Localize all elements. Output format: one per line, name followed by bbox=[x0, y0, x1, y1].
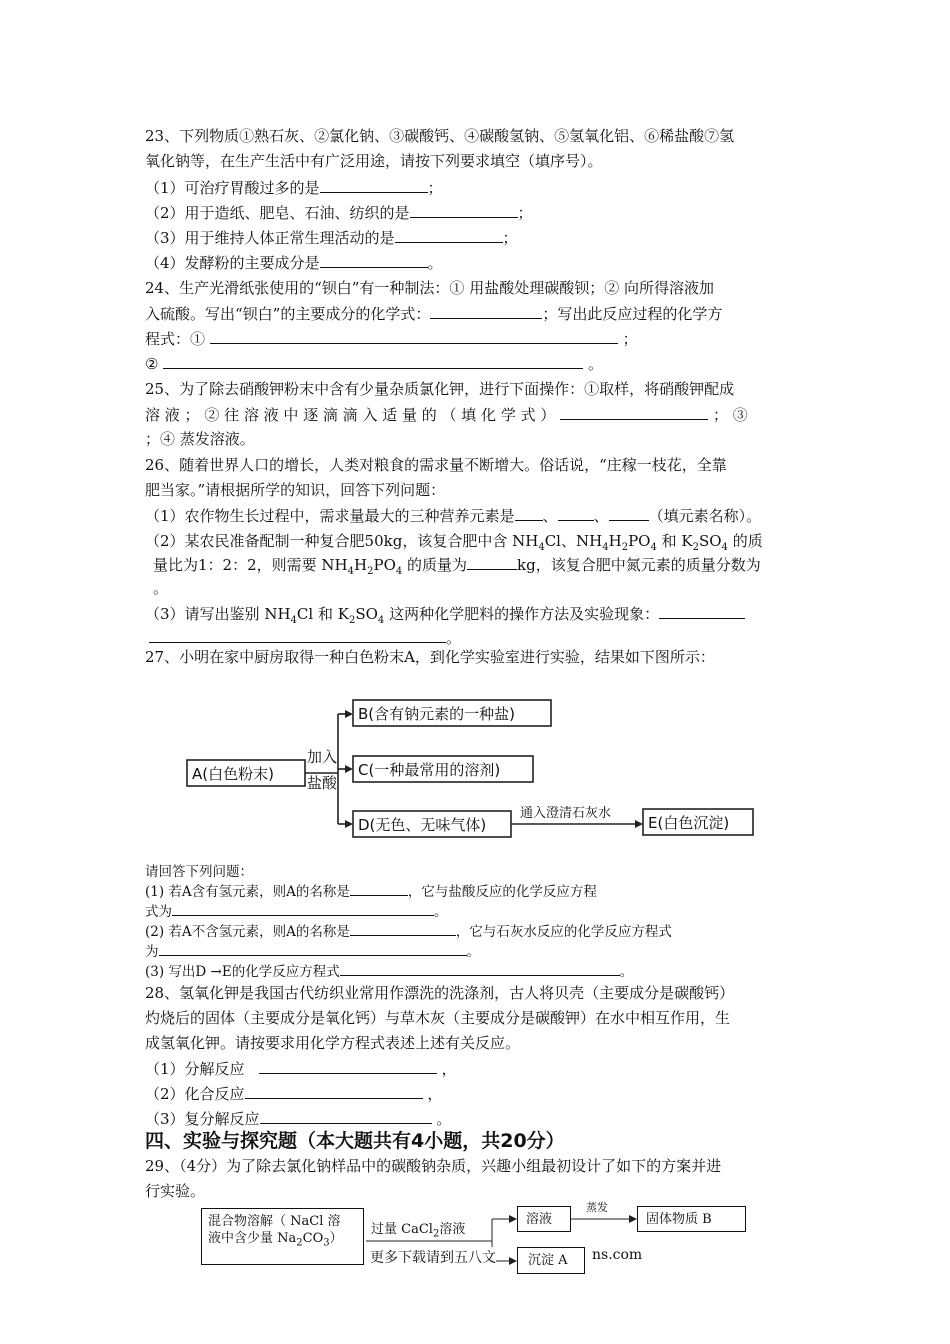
q23-part2-text: （2）用于造纸、肥皂、石油、纺织的是 bbox=[145, 204, 410, 222]
q27-part1-text: (1) 若A含有氢元素，则A的名称是 bbox=[145, 884, 350, 900]
q28-part3-text: （3）复分解反应 bbox=[145, 1110, 260, 1128]
watermark-text: 更多下载请到五八文 bbox=[370, 1247, 496, 1267]
q27-part3-end: 。 bbox=[619, 964, 634, 980]
q26-formula-nh4cl-b: $NH_4Cl$ bbox=[264, 605, 314, 626]
flow-arrow-solution-icon bbox=[509, 1215, 517, 1223]
diagram-e-label: E(白色沉淀) bbox=[648, 814, 730, 832]
q28-part2-comma: ， bbox=[427, 1085, 443, 1103]
q27-part1-tail: ，它与盐酸反应的化学反应方程 bbox=[407, 884, 597, 900]
q27-intro: 请回答下列问题： bbox=[145, 864, 253, 880]
q26-formula-nh4h2po4-b: $NH_4H_2PO_4$ bbox=[321, 556, 403, 577]
q26-part3-tail: 这两种化学肥料的操作方法及实验现象： bbox=[389, 605, 660, 623]
q27-part1-line2-text: 式为 bbox=[145, 904, 172, 920]
q26-sep2: 、 bbox=[593, 507, 609, 525]
q24-eq1-semi: ； bbox=[622, 330, 638, 348]
q23-part2-semi: ； bbox=[517, 204, 533, 222]
flow-evaporate-label: 蒸发 bbox=[586, 1201, 608, 1214]
q26-part3-text: （3）请写出鉴别 bbox=[145, 605, 260, 623]
flow-arrow-precip-icon bbox=[509, 1257, 517, 1265]
q26-formula-k2so4-b: $K_2SO_4$ bbox=[337, 605, 385, 626]
q26-part1-tail: （填元素名称）。 bbox=[648, 507, 762, 525]
q26-part2-line2-mass: 的质量为 bbox=[407, 556, 468, 574]
q25-line1: 25、为了除去硝酸钾粉末中含有少量杂质氯化钾，进行下面操作：①取样，将硝酸钾配成 bbox=[145, 380, 735, 398]
q25-line2-tail: ； ③ bbox=[712, 406, 748, 424]
q28-part1-text: （1）分解反应 bbox=[145, 1060, 245, 1078]
q26-part2-text: （2）某农民准备配制一种复合肥50kg，该复合肥中含 bbox=[145, 532, 508, 550]
q23-line2: 氧化钠等，在生产生活中有广泛用途，请按下列要求填空（填序号）。 bbox=[145, 152, 603, 170]
q29-line1: 29、（4分）为了除去氯化钠样品中的碳酸钠杂质，兴趣小组最初设计了如下的方案并进 bbox=[145, 1157, 722, 1175]
q26-part2: （2）某农民准备配制一种复合肥50kg，该复合肥中含 $NH_4Cl$、$NH_4H_2PO_4$ 和 $K_2SO_4$ 的质 bbox=[145, 532, 763, 553]
q27-line1: 27、小明在家中厨房取得一种白色粉末A，到化学实验室进行实验，结果如下图所示： bbox=[145, 648, 715, 666]
q27-part2-end: 。 bbox=[466, 944, 480, 960]
flow-box-precip-a: 沉淀 A bbox=[517, 1247, 585, 1274]
flow-arrow-solid-icon bbox=[629, 1215, 637, 1223]
q23-part4-text: （4）发酵粉的主要成分是 bbox=[145, 254, 320, 272]
q24-line2-tail: ；写出此反应过程的化学方 bbox=[542, 305, 723, 323]
q26-part3: （3）请写出鉴别 $NH_4Cl$ 和 $K_2SO_4$ 这两种化学肥料的操作方法及实验现象： bbox=[145, 603, 745, 631]
diagram-c-label: C(一种最常用的溶剂) bbox=[358, 761, 501, 779]
q25-line3: ；④ 蒸发溶液。 bbox=[145, 430, 255, 448]
flow-reagent-tail: 溶液 bbox=[439, 1222, 466, 1237]
flow-box-solid-b: 固体物质 B bbox=[637, 1206, 746, 1232]
q24-eq1-label: 程式：① bbox=[145, 330, 206, 348]
q26-sep1: 、 bbox=[542, 507, 558, 525]
watermark-tail: ns.com bbox=[592, 1247, 643, 1263]
q28-part3-end: 。 bbox=[436, 1110, 452, 1128]
q26-part3-end: 。 bbox=[446, 629, 462, 647]
q28-line3: 成氢氧化钾。请按要求用化学方程式表述上述有关反应。 bbox=[145, 1034, 521, 1052]
q23-part1-text: （1）可治疗胃酸过多的是 bbox=[145, 179, 320, 197]
q29-line2: 行实验。 bbox=[145, 1182, 206, 1200]
q27-part2-text: (2) 若A不含氢元素，则A的名称是 bbox=[145, 924, 350, 940]
q26-part2-line3: 。 bbox=[153, 579, 169, 597]
section-4-heading: 四、实验与探究题（本大题共有4小题，共20分） bbox=[145, 1130, 565, 1152]
diagram-d-label: D(无色、无味气体) bbox=[358, 816, 487, 834]
diagram-arrow-label: 通入澄清石灰水 bbox=[520, 806, 612, 821]
flow-box-mixture-line2-text: 液中含少量 Na bbox=[208, 1231, 297, 1246]
q23-part4-end: 。 bbox=[427, 254, 443, 272]
q26-line2: 肥当家。”请根据所学的知识，回答下列问题： bbox=[145, 481, 446, 499]
flow-box-solution: 溶液 bbox=[517, 1206, 571, 1232]
q24-line2-text: 入硫酸。写出“钡白”的主要成分的化学式： bbox=[145, 305, 431, 323]
flow-reagent-text: 过量 CaCl bbox=[371, 1222, 433, 1237]
flow-reagent-label: 过量 CaCl$_2$溶液 bbox=[371, 1222, 466, 1240]
q26-formula-nh4h2po4: $NH_4H_2PO_4$ bbox=[576, 532, 657, 553]
diagram-reagent-1: 加入 bbox=[307, 748, 338, 766]
q27-part2-line2-text: 为 bbox=[145, 944, 159, 960]
q23-line1: 23、下列物质①熟石灰、②氯化钠、③碳酸钙、④碳酸氢钠、⑤氢氧化铝、⑥稀盐酸⑦氢 bbox=[145, 127, 735, 145]
q26-part1-text: （1）农作物生长过程中，需求量最大的三种营养元素是 bbox=[145, 507, 515, 525]
q26-part2-line2-text: 量比为1：2：2，则需要 bbox=[153, 556, 317, 574]
q26-line1: 26、随着世界人口的增长，人类对粮食的需求量不断增大。俗话说，“庄稼一枝花，全靠 bbox=[145, 456, 727, 474]
diagram-b-label: B(含有钠元素的一种盐) bbox=[358, 705, 515, 723]
q24-eq2-label: ② bbox=[145, 355, 159, 373]
q26-part2-tail: 的质 bbox=[732, 532, 763, 550]
q25-line2-text: 溶 液 ； ② 往 溶 液 中 逐 滴 滴 入 适 量 的 （ 填 化 学 式 ） bbox=[145, 406, 556, 424]
q23-part3-text: （3）用于维持人体正常生理活动的是 bbox=[145, 229, 395, 247]
flow-box-mixture bbox=[201, 1208, 364, 1265]
q26-formula-nh4cl: $NH_4Cl$ bbox=[512, 532, 561, 553]
diagram-a-label: A(白色粉末) bbox=[192, 765, 274, 783]
q28-part1-comma: ， bbox=[441, 1060, 457, 1078]
q24-eq2-end: 。 bbox=[588, 355, 604, 373]
q28-line2: 灼烧后的固体（主要成分是氧化钙）与草木灰（主要成分是碳酸钾）在水中相互作用，生 bbox=[145, 1009, 731, 1027]
q23-part1-semi: ； bbox=[427, 179, 443, 197]
q23-part3-semi: ； bbox=[502, 229, 518, 247]
q27-part3-text: (3) 写出D →E的化学反应方程式 bbox=[145, 964, 340, 980]
q28-line1: 28、氢氧化钾是我国古代纺织业常用作漂洗的洗涤剂，古人将贝壳（主要成分是碳酸钙） bbox=[145, 984, 735, 1002]
flow-box-mixture-line1: 混合物溶解（ NaCl 溶 bbox=[208, 1214, 341, 1229]
diagram-reagent-2: 盐酸 bbox=[307, 774, 338, 792]
q27-part2-tail: ，它与石灰水反应的化学反应方程式 bbox=[455, 924, 672, 940]
flow-box-mixture-line2: 液中含少量 $Na_2CO_3$） bbox=[208, 1231, 343, 1249]
q27-part1-end: 。 bbox=[434, 904, 448, 920]
q26-formula-k2so4: $K_2SO_4$ bbox=[681, 532, 728, 553]
q28-part2-text: （2）化合反应 bbox=[145, 1085, 245, 1103]
q24-line1: 24、生产光滑纸张使用的“钡白”有一种制法：① 用盐酸处理碳酸钡；② 向所得溶液加 bbox=[145, 279, 714, 297]
q26-part2-line2-tail: kg，该复合肥中氮元素的质量分数为 bbox=[517, 556, 761, 574]
